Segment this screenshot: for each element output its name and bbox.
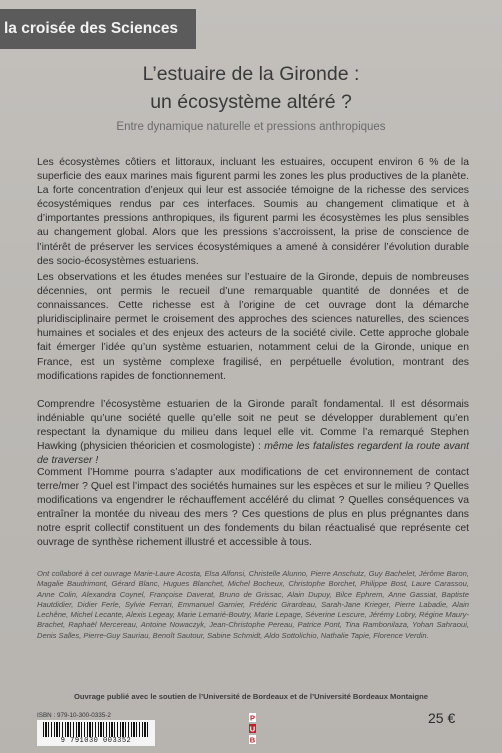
support-statement: Ouvrage publié avec le soutien de l’Université de Bordeaux et de l’Université Bordeaux Montaigne [73, 692, 429, 701]
paragraph-4-text: Comment l’Homme pourra s’adapter aux modifications de cet environnement de contact terre/mer ? Quel est l’impact des sociétés humaines sur les espèces et sur le milieu ? Quelles modifications va engendrer le réchauffement accéléré du climat ? Quelles conséquences va entraîner la montée du niveau des mers ? Ces questions de plus en plus prégnantes dans notre esprit collectif constituent un des fondements du bilan réactualisé que représente cet ouvrage de synthèse richement illustré et accessible à tous. [37, 467, 469, 549]
isbn-text: ISBN : 979-10-300-0335-2 [37, 712, 111, 719]
paragraph-3 [37, 398, 469, 468]
barcode-number: 9 791030 003352 [60, 737, 132, 745]
price: 25 € [428, 710, 456, 726]
title-line-2: un écosystème altéré ? [150, 91, 352, 113]
svg-text:B: B [249, 735, 256, 745]
paragraph-4 [37, 466, 469, 551]
publisher-logo-icon [240, 712, 264, 746]
barcode [37, 720, 155, 746]
paragraph-2-text: Les observations et les études menées sur l’estuaire de la Gironde, depuis de nombreuses décennies, ont permis le recueil d’une remarquable quantité de données et de connaissances. Cette richesse est à l’origine de cet ouvrage dont la démarche pluridisciplinaire permet le croisement des approches des sciences naturelles, des sciences humaines et sociales et des enjeux des acteurs de la société civile. Cette approche globale fait émerger l’idée qu’un système estuarien, notamment celui de la Gironde, unique en France, est un système complexe fragilisé, en perpétuelle évolution, montrant des modifications rapides de fonctionnement. [37, 272, 469, 382]
contributors-list: Ont collaboré à cet ouvrage Marie-Laure Acosta, Elsa Alfonsi, Christelle Alunno, Pierre Anschutz, Guy Bachelet, Jérôme Baron, Magalie Baudrimont, Gérard Blanc, Hugues Blanchet, Michel Bocheux, Christophe Borchet, Philippe Bost, Laure Carassou, Anne Colin, Alexandra Coynel, Françoise Daverat, Bruno de Grissac, Alain Dupuy, Bilce Ephrem, Anne Gassiat, Baptiste Hautdidier, Didier Ferle, Sylvie Ferrari, Emmanuel Garnier, Frédéric Girardeau, Sarah-Jane Krieger, Pierre Labadie, Alain Lechêne, Michel Lecante, Alexis Legeay, Marie Lemarié-Boutry, Marie Lepage, Séverine Lescure, Jérémy Lobry, Régine Maury-Brachet, Raphaël Mercereau, Antoine Nowaczyk, Jean-Christophe Pereau, Patrice Pont, Tina Rambonilaza, Yohan Sahraoui, Denis Salles, Pierre-Guy Sauriau, Benoît Sautour, Sabine Schmidt, Aldo Sottolichio, Nathalie Tapie, Florence Verdin. [37, 569, 469, 640]
paragraph-2 [37, 271, 469, 384]
paragraph-3-text: Comprendre l’écosystème estuarien de la Gironde paraît fondamental. Il est désormais indéniable qu’une société quelle qu’elle soit ne peut se développer durablement qu’en respectant la dynamique du milieu dans lequel elle vit. Comme l’a remarqué Stephen Hawking (physicien théoricien et cosmologiste) : [37, 399, 469, 453]
paragraph-1-text: Les écosystèmes côtiers et littoraux, incluant les estuaires, occupent environ 6 % de la superficie des eaux marines mais figurent parmi les zones les plus productives de la planète. La forte concentration d’enjeux qui leur est associée témoigne de la richesse des services écosystémiques rendus par ces interfaces. Soumis au changement climatique et à d’importantes pressions anthropiques, ils figurent parmi les écosystèmes les plus sensibles au changement global. Alors que les pressions s’accroissent, la prise de conscience de l’intérêt de préserver les services écosystémiques a amené à considérer l’évolution durable des socio-écosystèmes estuariens. [37, 157, 469, 267]
hawking-quote: même les fatalistes regardent la route avant de traverser ! [37, 441, 470, 467]
book-title [0, 60, 502, 116]
title-line-1: L’estuaire de la Gironde : [142, 63, 360, 85]
paragraph-1 [37, 156, 469, 269]
book-subtitle: Entre dynamique naturelle et pressions anthropiques [116, 121, 386, 133]
series-banner: la croisée des Sciences [0, 9, 196, 49]
barcode-bars [43, 722, 149, 737]
svg-text:U: U [249, 724, 256, 734]
svg-text:P: P [249, 713, 256, 723]
